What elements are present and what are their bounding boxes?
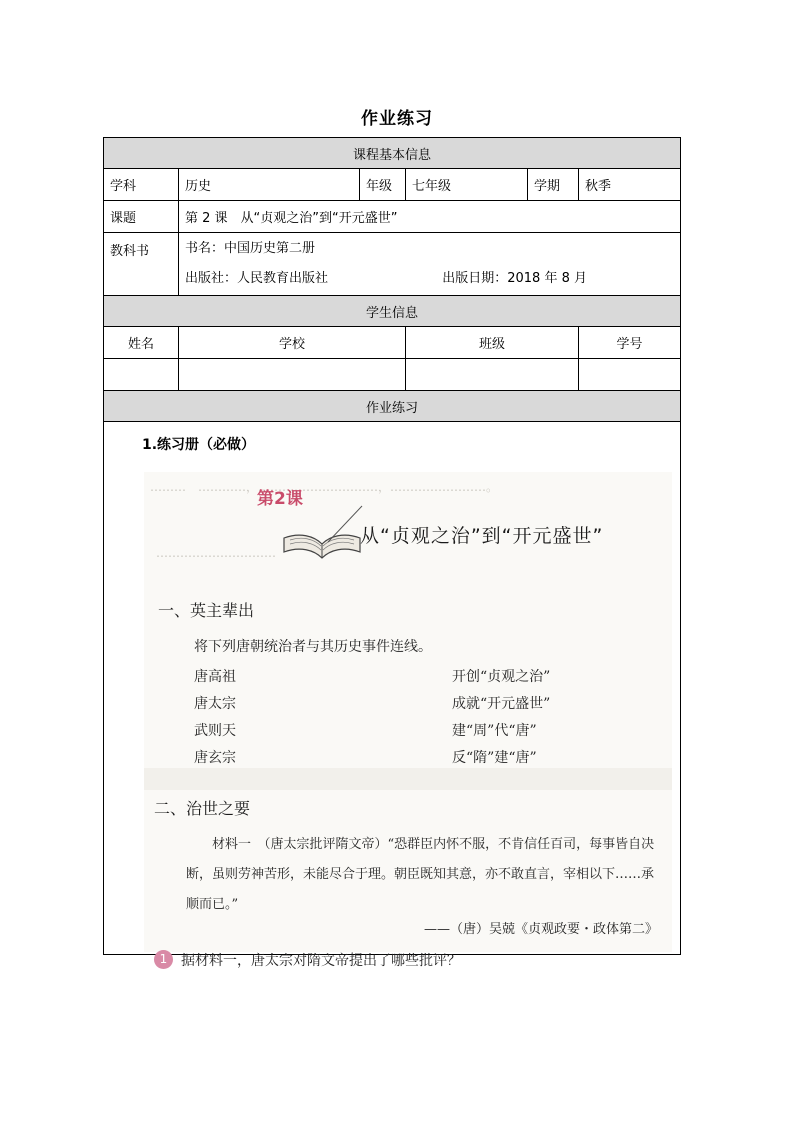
question-number-badge: 1	[154, 950, 173, 969]
term-value: 秋季	[579, 169, 681, 201]
term-label: 学期	[528, 169, 579, 201]
part1-instruction: 将下列唐朝统治者与其历史事件连线。	[194, 639, 432, 655]
ruler-3: 武则天	[194, 723, 236, 739]
grade-label: 年级	[360, 169, 406, 201]
homework-form-table	[103, 137, 681, 969]
ruler-4: 唐玄宗	[194, 750, 236, 766]
publisher: 出版社：人民教育出版社	[185, 271, 329, 286]
column-name: 姓名	[104, 327, 179, 359]
section1-heading: 1.练习册（必做）	[142, 437, 256, 453]
event-4: 反“隋”建“唐”	[452, 750, 537, 766]
part1-title: 一、英主辈出	[158, 601, 255, 620]
subject-value: 历史	[179, 169, 360, 201]
ruler-1: 唐高祖	[194, 669, 236, 685]
textbook-info	[179, 233, 681, 296]
event-2: 成就“开元盛世”	[452, 696, 551, 712]
open-book-icon	[276, 502, 368, 564]
grade-value: 七年级	[406, 169, 528, 201]
publish-date: 出版日期：2018 年 8 月	[442, 271, 587, 286]
homework-content	[104, 422, 681, 969]
lesson-title: 从“贞观之治”到“开元盛世”	[360, 525, 604, 547]
school-input-cell[interactable]	[179, 359, 406, 391]
course-info-header: 课程基本信息	[104, 138, 681, 169]
column-student-id: 学号	[579, 327, 681, 359]
material-one: 材料一 （唐太宗批评隋文帝）“恐群臣内怀不服，不肯信任百司，每事皆自决断，虽则劳神苦形，未能尽合于理。朝臣既知其意，亦不敢直言，宰相以下……承顺而已。”	[186, 837, 655, 912]
event-3: 建“周”代“唐”	[452, 723, 537, 739]
part2-title: 二、治世之要	[154, 799, 251, 818]
column-class: 班级	[406, 327, 579, 359]
student-info-header: 学生信息	[104, 296, 681, 327]
material-source: ——（唐）吴兢《贞观政要・政体第二》	[423, 922, 658, 937]
name-input-cell[interactable]	[104, 359, 179, 391]
page-title: 作业练习	[361, 109, 433, 129]
textbook-label: 教科书	[104, 233, 179, 296]
homework-header: 作业练习	[104, 391, 681, 422]
lesson-badge: 第2课	[257, 489, 303, 509]
bleed-through-text: …………………………	[156, 546, 276, 560]
column-school: 学校	[179, 327, 406, 359]
class-input-cell[interactable]	[406, 359, 579, 391]
topic-label: 课题	[104, 201, 179, 233]
event-1: 开创“贞观之治”	[452, 669, 551, 685]
publisher-row	[185, 264, 587, 294]
bleed-through-text: ……… …………，…………………………，……………………。	[150, 480, 499, 494]
workbook-scan	[144, 472, 672, 969]
student-id-input-cell[interactable]	[579, 359, 681, 391]
topic-value: 第 2 课 从“贞观之治”到“开元盛世”	[179, 201, 681, 233]
subject-label: 学科	[104, 169, 179, 201]
question-text: 据材料一，唐太宗对隋文帝提出了哪些批评？	[181, 953, 461, 969]
ruler-2: 唐太宗	[194, 696, 236, 712]
book-name: 书名：中国历史第二册	[185, 241, 316, 256]
